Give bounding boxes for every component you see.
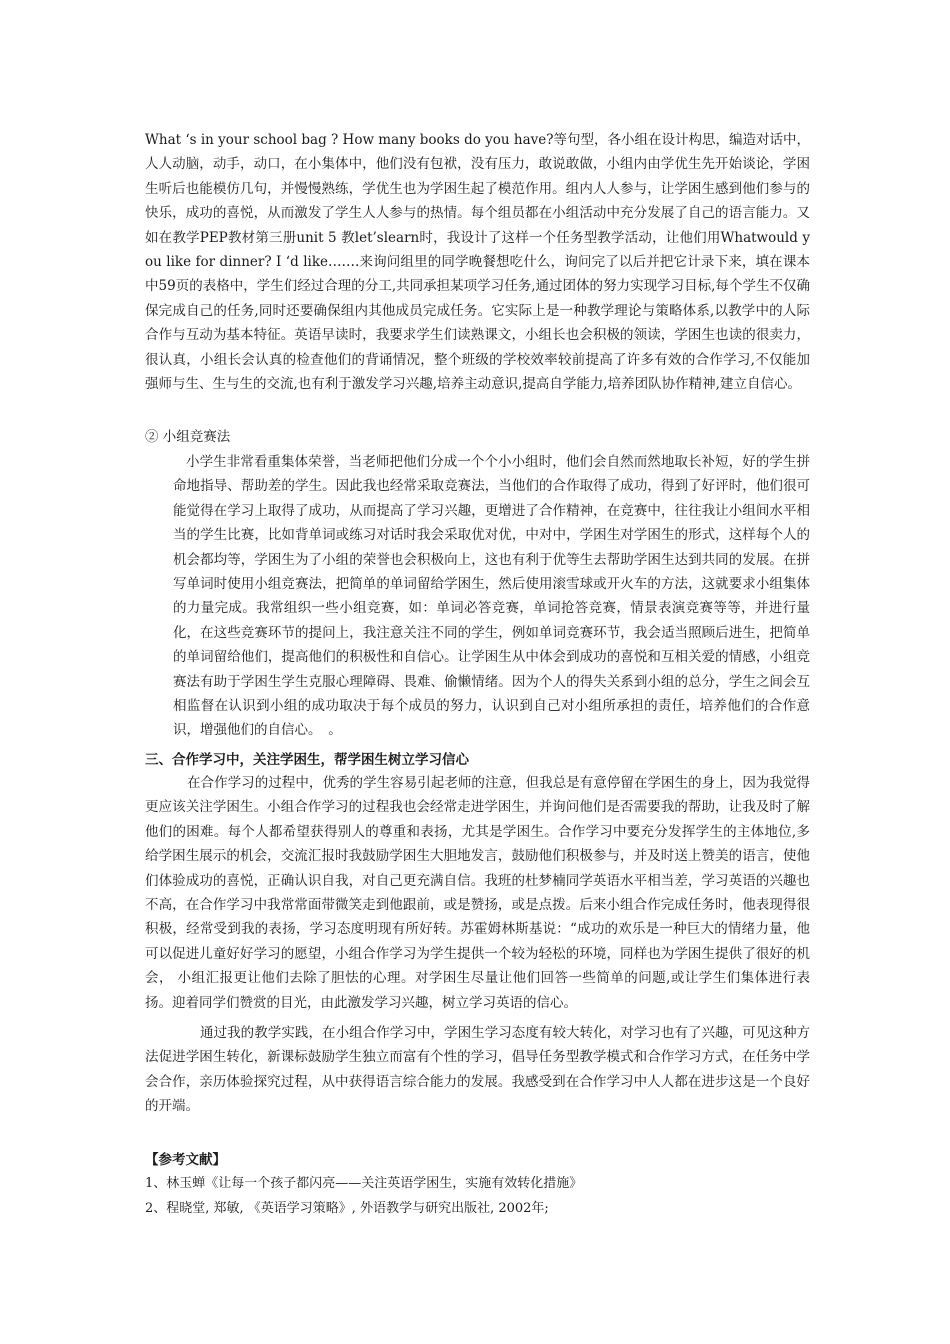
- reference-item-1: 1、林玉蝉《让每一个孩子都闪亮——关注英语学困生，实施有效转化措施》: [145, 1176, 583, 1191]
- body-paragraph-1: What ‘s in your school bag ? How many books do you have?等句型，各小组在设计构思，编造对话中，人人动脑，动手，动口，在小集体中，他们没有包袱，没有压力，敢说敢做，小组内由学优生先开始谈论，学困生听后也能模仿几句，并慢慢熟练，学优生也为学困生起了模范作用。组内人人参与，让学困生感到他们参与的快乐，成功的喜悦，从而激发了学生人人参与的热情。每个组员都在小组活动中充分发展了自己的语言能力。又如在教学PEP教材第三册unit 5 教let’slearn时，我设计了这样一个任务型教学活动，让他们用Whatwould you like for dinner? I ‘d like…….来询问组里的同学晚餐想吃什么，询问完了以后并把它计录下来，填在课本中59页的表格中，学生们经过合理的分工,共同承担某项学习任务,通过团体的努力实现学习目标,每个学生不仅确保完成自己的任务,同时还要确保组内其他成员完成任务。它实际上是一种教学理论与策略体系,以教学中的人际合作与互动为基本特征。英语早读时，我要求学生们读熟课文，小组长也会积极的领读，学困生也读的很卖力，很认真，小组长会认真的检查他们的背诵情况，整个班级的学校效率较前提高了许多有效的合作学习,不仅能加强师与生、生与生的交流,也有利于激发学习兴趣,培养主动意识,提高自学能力,培养团队协作精神,建立自信心。: [145, 132, 810, 393]
- body-paragraph-4: 通过我的教学实践，在小组合作学习中，学困生学习态度有较大转化，对学习也有了兴趣，可见这种方法促进学困生转化，新课标鼓励学生独立而富有个性的学习，倡导任务型教学模式和合作学习方式，在任务中学会合作，亲历体验探究过程，从中获得语言综合能力的发展。我感受到在合作学习中人人都在进步这是一个良好的开端。: [145, 1025, 810, 1115]
- subheading-group-competition: ② 小组竞赛法: [145, 429, 231, 445]
- body-paragraph-3: 在合作学习的过程中，优秀的学生容易引起老师的注意，但我总是有意停留在学困生的身上，因为我觉得更应该关注学困生。小组合作学习的过程我也会经常走进学困生，并询问他们是否需要我的帮助，让我及时了解他们的困难。每个人都希望获得别人的尊重和表扬，尤其是学困生。合作学习中要充分发挥学生的主体地位,多给学困生展示的机会，交流汇报时我鼓励学困生大胆地发言，鼓励他们积极参与，并及时送上赞美的语言，使他们体验成功的喜悦，正确认识自我，对自己更充满自信。我班的杜梦楠同学英语水平相当差，学习英语的兴趣也不高，在合作学习中我常常面带微笑走到他跟前，或是赞扬，或是点拨。后来小组合作完成任务时，他表现得很积极，经常受到我的表扬，学习态度明现有所好转。苏霍姆林斯基说：“成功的欢乐是一种巨大的情绪力量，他可以促进儿童好好学习的愿望，小组合作学习为学生提供一个较为轻松的环境，同样也为学困生提供了很好的机会， 小组汇报更让他们去除了胆怯的心理。对学困生尽量让他们回答一些简单的问题,或让学生们集体进行表扬。迎着同学们赞赏的目光，由此激发学习兴趣，树立学习英语的信心。: [145, 775, 810, 1011]
- section-heading-3: 三、合作学习中，关注学困生，帮学困生树立学习信心: [145, 752, 469, 768]
- body-paragraph-2: 小学生非常看重集体荣誉，当老师把他们分成一个个小小组时，他们会自然而然地取长补短，好的学生拼命地指导、帮助差的学生。因此我也经常采取竞赛法，当他们的合作取得了成功，得到了好评时，他们很可能觉得在学习上取得了成功，从而提高了学习兴趣，更增进了合作精神，在竞赛中，往往我让小组间水平相当的学生比赛，比如背单词或练习对话时我会采取优对优，中对中，学困生对学困生的形式，这样每个人的机会都均等，学困生为了小组的荣誉也会积极向上，这也有利于优等生去帮助学困生达到共同的发展。在拼写单词时使用小组竞赛法，把简单的单词留给学困生，然后使用滚雪球或开火车的方法，这就要求小组集体的力量完成。我常组织一些小组竞赛，如：单词必答竞赛，单词抢答竞赛，情景表演竞赛等等，并进行量化，在这些竞赛环节的提问上，我注意关注不同的学生，例如单词竞赛环节，我会适当照顾后进生，把简单的单词留给他们，提高他们的积极性和自信心。让学困生从中体会到成功的喜悦和互相关爱的情感，小组竞赛法有助于学困生学生克服心理障碍、畏难、偷懒情绪。因为个人的得失关系到小组的总分，学生之间会互相监督在认识到小组的成功取决于每个成员的努力，认识到自己对小组所承担的责任，培养他们的合作意识，增强他们的自信心。 。: [173, 454, 810, 739]
- reference-item-2: 2、程晓堂, 郑敏, 《英语学习策略》, 外语教学与研究出版社, 2002年;: [145, 1201, 549, 1216]
- references-title: 【参考文献】: [145, 1152, 226, 1168]
